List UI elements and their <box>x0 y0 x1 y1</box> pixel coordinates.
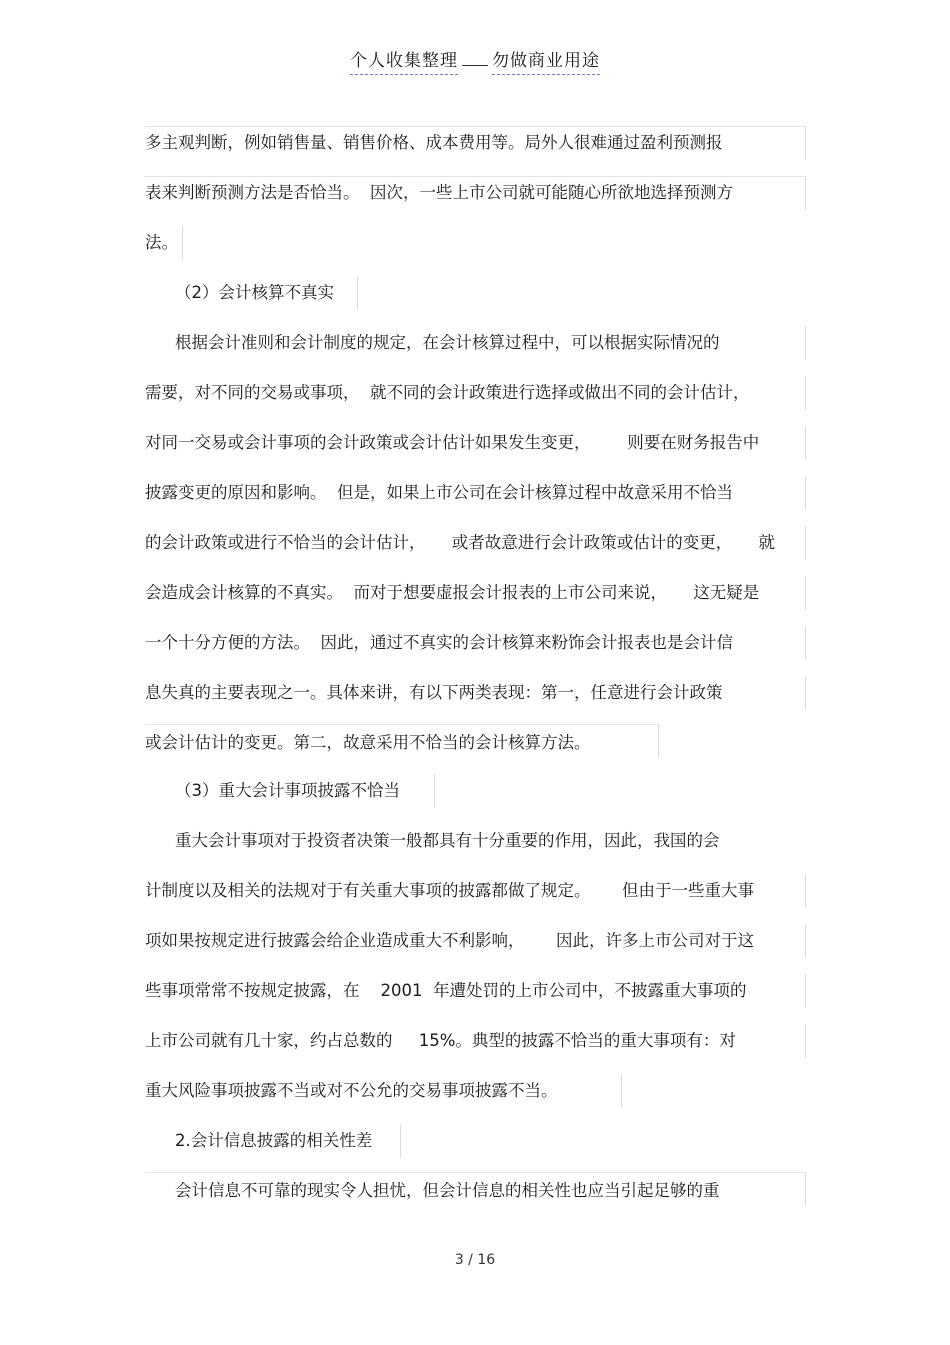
text-line: 重大会计事项对于投资者决策一般都具有十分重要的作用，因此，我国的会 <box>175 831 720 850</box>
text-line: 根据会计准则和会计制度的规定，在会计核算过程中，可以根据实际情况的 <box>175 333 720 352</box>
rule <box>805 576 806 610</box>
text-line: 的会计政策或进行不恰当的会计估计， 或者故意进行会计政策或估计的变更， 就 <box>145 533 775 552</box>
rule <box>400 1124 401 1158</box>
rule <box>805 326 806 360</box>
section-heading: （2）会计核算不真实 <box>175 283 334 302</box>
rule <box>182 226 183 260</box>
page-header <box>0 46 950 71</box>
rule <box>805 526 806 560</box>
text-line: 需要，对不同的交易或事项， 就不同的会计政策进行选择或做出不同的会计估计， <box>145 383 750 402</box>
rule <box>357 276 358 310</box>
rule <box>805 376 806 410</box>
text-line: 些事项常常不按规定披露，在 2001 年遭处罚的上市公司中，不披露重大事项的 <box>145 981 747 1000</box>
text-line: 法。 <box>145 233 178 252</box>
rule <box>805 626 806 660</box>
rule <box>805 1024 806 1058</box>
text-line: 息失真的主要表现之一。具体来讲，有以下两类表现：第一，任意进行会计政策 <box>145 683 723 702</box>
rule <box>805 126 806 160</box>
rule <box>805 176 806 210</box>
rule <box>805 676 806 710</box>
text-line: 多主观判断，例如销售量、销售价格、成本费用等。局外人很难通过盈利预测报 <box>145 133 723 152</box>
text-line: 会造成会计核算的不真实。 而对于想要虚报会计报表的上市公司来说， 这无疑是 <box>145 583 760 602</box>
rule <box>621 1074 622 1108</box>
text-line: 上市公司就有几十家，约占总数的 15%。典型的披露不恰当的重大事项有：对 <box>145 1031 736 1050</box>
rule <box>805 476 806 510</box>
rule <box>805 1172 806 1206</box>
text-line: 项如果按规定进行披露会给企业造成重大不利影响， 因此，许多上市公司对于这 <box>145 931 754 950</box>
header-separator <box>462 64 488 66</box>
rule <box>805 426 806 460</box>
section-heading: 2.会计信息披露的相关性差 <box>175 1131 373 1150</box>
rule <box>805 974 806 1008</box>
rule <box>805 924 806 958</box>
text-line: 或会计估计的变更。第二，故意采用不恰当的会计核算方法。 <box>145 733 591 752</box>
text-line: 对同一交易或会计事项的会计政策或会计估计如果发生变更， 则要在财务报告中 <box>145 433 760 452</box>
text-line: 披露变更的原因和影响。 但是，如果上市公司在会计核算过程中故意采用不恰当 <box>145 483 733 502</box>
text-line: 计制度以及相关的法规对于有关重大事项的披露都做了规定。 但由于一些重大事 <box>145 881 754 900</box>
text-line: 表来判断预测方法是否恰当。 因次，一些上市公司就可能随心所欲地选择预测方 <box>145 183 733 202</box>
text-line: 会计信息不可靠的现实令人担忧，但会计信息的相关性也应当引起足够的重 <box>175 1181 720 1200</box>
page-number: 3 / 16 <box>454 1252 496 1268</box>
text-line: 重大风险事项披露不当或对不公允的交易事项披露不当。 <box>145 1081 558 1100</box>
text-line: 一个十分方便的方法。 因此，通过不真实的会计核算来粉饰会计报表也是会计信 <box>145 633 733 652</box>
rule <box>434 774 435 808</box>
header-right-text: 勿做商业用途 <box>492 51 600 75</box>
rule <box>145 1172 805 1173</box>
section-heading: （3）重大会计事项披露不恰当 <box>175 781 400 800</box>
rule <box>145 724 658 725</box>
rule <box>805 874 806 908</box>
rule <box>658 724 659 758</box>
header-left-text: 个人收集整理 <box>350 51 458 75</box>
